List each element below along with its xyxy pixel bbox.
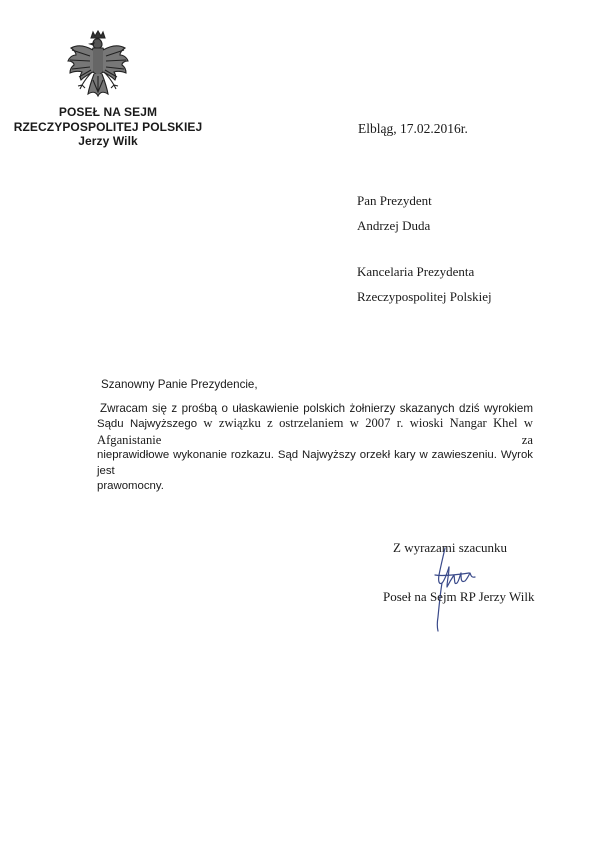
salutation: Szanowny Panie Prezydencie, <box>101 378 258 391</box>
eagle-emblem-icon <box>66 30 130 104</box>
recipient-line-3: Kancelaria Prezydenta <box>357 264 475 279</box>
body-line-4: prawomocny. <box>97 480 164 493</box>
letterhead-line-1: POSEŁ NA SEJM <box>58 105 158 119</box>
place-date: Elbląg, 17.02.2016r. <box>358 121 468 136</box>
body-line-2b: w związku z ostrzelaniem w 2007 r. wioski Nangar Khel w Afganistanie za <box>97 416 533 447</box>
body-line-1: Zwracam się z prośbą o ułaskawienie polskich żołnierzy skazanych dziś wyrokiem <box>100 402 533 415</box>
closing: Z wyrazami szacunku <box>393 540 508 555</box>
letterhead-line-2: RZECZYPOSPOLITEJ POLSKIEJ <box>13 120 203 134</box>
signature-name: Poseł na Sejm RP Jerzy Wilk <box>383 589 535 604</box>
body-line-3: nieprawidłowe wykonanie rozkazu. Sąd Najwyższy orzekł kary w zawieszeniu. Wyrok jest <box>97 449 533 477</box>
letter-body <box>97 401 533 494</box>
body-line-2a: Sądu Najwyższego <box>97 418 198 431</box>
recipient-line-4: Rzeczypospolitej Polskiej <box>357 289 492 304</box>
body-line-2 <box>97 416 533 448</box>
letterhead-line-3: Jerzy Wilk <box>78 134 138 148</box>
recipient-line-2: Andrzej Duda <box>357 218 431 233</box>
recipient-line-1: Pan Prezydent <box>357 193 432 208</box>
